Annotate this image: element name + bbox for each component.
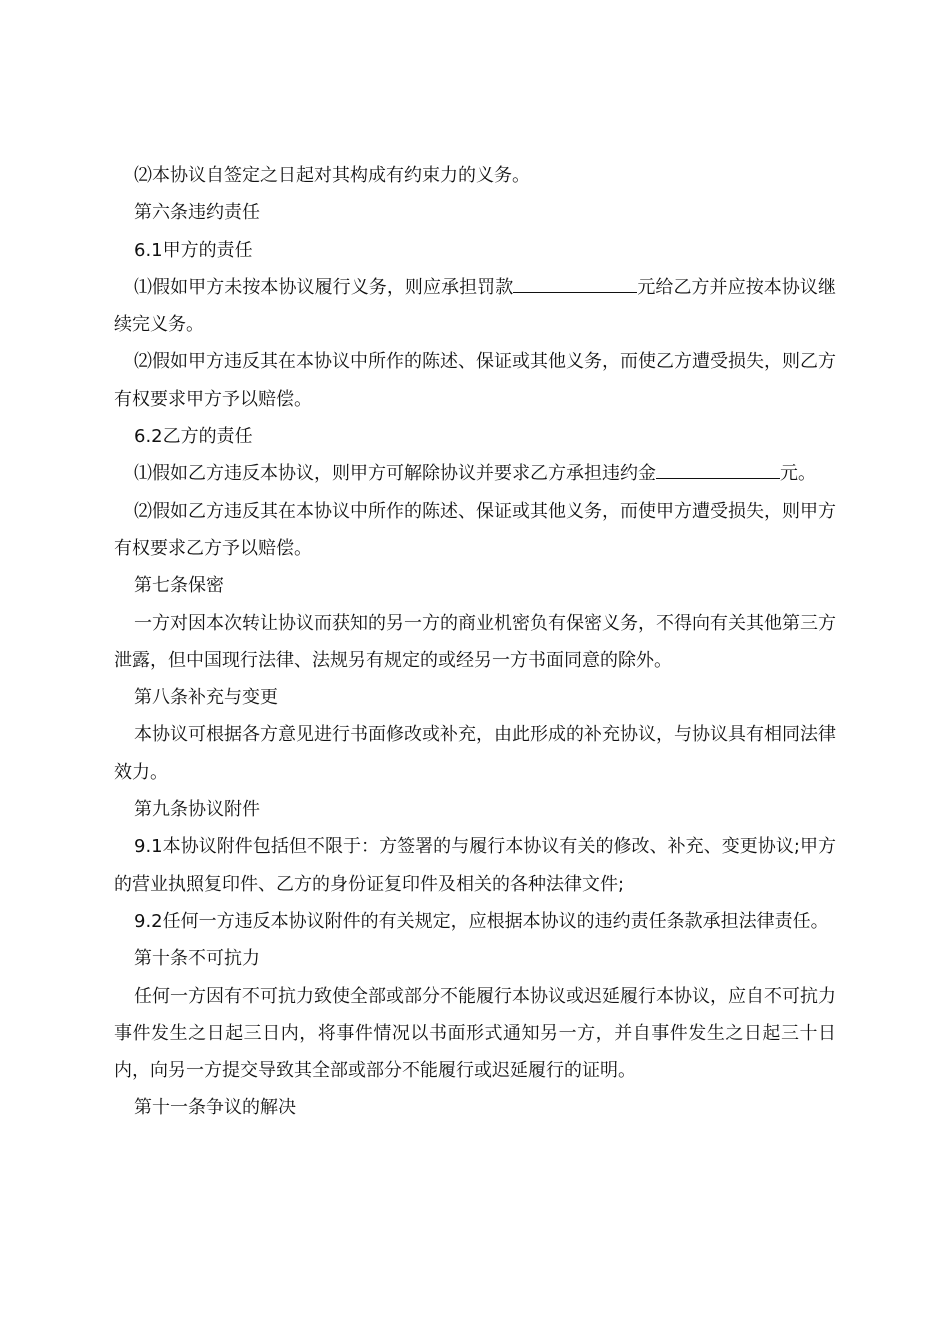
penalty-amount-blank	[513, 276, 637, 293]
clause-6-2-2: ⑵假如乙方违反其在本协议中所作的陈述、保证或其他义务，而使甲方遭受损失，则甲方有权要求乙方予以赔偿。	[114, 500, 836, 559]
clause-6-1-2: ⑵假如甲方违反其在本协议中所作的陈述、保证或其他义务，而使乙方遭受损失，则乙方有权要求甲方予以赔偿。	[114, 351, 836, 410]
clause-6-2-1-text-before: ⑴假如乙方违反本协议，则甲方可解除协议并要求乙方承担违约金	[134, 463, 656, 485]
article-7-heading: 第七条保密	[134, 575, 224, 597]
clause-2-binding-effect: ⑵本协议自签定之日起对其构成有约束力的义务。	[134, 165, 530, 186]
section-6-1-heading: 6.1甲方的责任	[134, 239, 253, 261]
clause-6-1-1-text-after: 元给乙方并应按本协议继续完义务。	[114, 276, 836, 336]
article-10-body: 任何一方因有不可抗力致使全部或部分不能履行本协议或迟延履行本协议，应自不可抗力事件发生之日起三日内，将事件情况以书面形式通知另一方，并自事件发生之日起三十日内，向另一方提交导致其全部或部分不能履行或迟延履行的证明。	[114, 985, 836, 1082]
article-6-heading: 第六条违约责任	[134, 202, 260, 224]
article-7-body: 一方对因本次转让协议而获知的另一方的商业机密负有保密义务，不得向有关其他第三方泄露，但中国现行法律、法规另有规定的或经另一方书面同意的除外。	[114, 612, 836, 671]
article-10-heading: 第十条不可抗力	[134, 948, 260, 970]
clause-6-1-1-text-before: ⑴假如甲方未按本协议履行义务，则应承担罚款	[134, 276, 514, 298]
article-11-heading: 第十一条争议的解决	[134, 1097, 296, 1119]
clause-6-1-1	[114, 269, 836, 344]
section-6-2-heading: 6.2乙方的责任	[134, 426, 253, 448]
clause-9-2: 9.2任何一方违反本协议附件的有关规定，应根据本协议的违约责任条款承担法律责任。	[134, 910, 829, 932]
liquidated-damages-blank	[656, 462, 780, 479]
clause-6-2-1-text-after: 元。	[780, 463, 816, 485]
clause-6-2-1	[114, 455, 836, 492]
clause-9-1: 9.1本协议附件包括但不限于：方签署的与履行本协议有关的修改、补充、变更协议;甲方的营业执照复印件、乙方的身份证复印件及相关的各种法律文件;	[114, 836, 836, 895]
article-8-body: 本协议可根据各方意见进行书面修改或补充，由此形成的补充协议，与协议具有相同法律效力。	[114, 724, 836, 783]
document-page	[114, 157, 836, 1127]
article-9-heading: 第九条协议附件	[134, 799, 260, 821]
article-8-heading: 第八条补充与变更	[134, 687, 278, 709]
